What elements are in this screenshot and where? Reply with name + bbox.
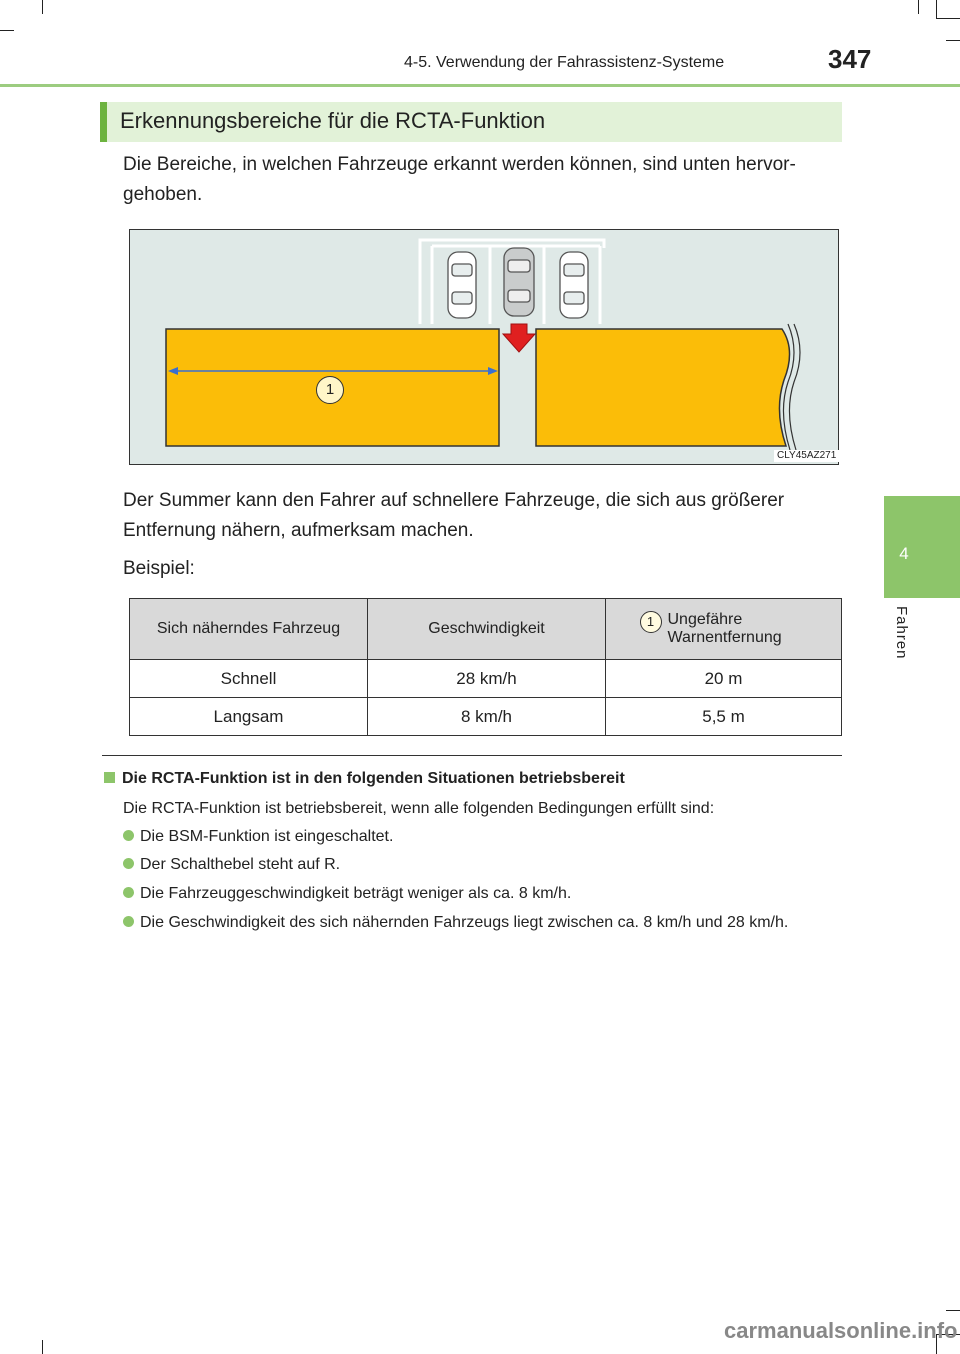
condition-text: Der Schalthebel steht auf R. xyxy=(140,856,341,873)
cell-speed: 28 km/h xyxy=(368,660,606,698)
bullet-dot-icon xyxy=(123,858,134,869)
section-header: 4-5. Verwendung der Fahrassistenz-Systeme xyxy=(404,54,725,71)
bullet-dot-icon xyxy=(123,830,134,841)
condition-item xyxy=(123,828,393,846)
bullet-dot-icon xyxy=(123,887,134,898)
table-header-row xyxy=(130,599,842,660)
condition-item xyxy=(123,914,788,932)
example-label: Beispiel: xyxy=(123,558,195,579)
col-header-distance xyxy=(606,599,842,660)
detection-area-illustration xyxy=(129,229,839,465)
condition-text: Die Geschwindigkeit des sich nähernden Fahrzeugs liegt zwischen ca. 8 km/h und 28 km/h. xyxy=(140,914,789,931)
cell-distance: 5,5 m xyxy=(606,698,842,736)
cell-distance: 20 m xyxy=(606,660,842,698)
col-header-speed: Geschwindigkeit xyxy=(368,599,606,660)
table-row xyxy=(130,698,842,736)
heading-accent xyxy=(100,102,107,142)
speed-distance-table xyxy=(129,598,842,736)
callout-1-badge: 1 xyxy=(316,376,344,404)
cell-speed: 8 km/h xyxy=(368,698,606,736)
table-row xyxy=(130,660,842,698)
conditions-intro: Die RCTA-Funktion ist betriebsbereit, wenn alle folgenden Bedingungen erfüllt sind: xyxy=(123,800,715,817)
condition-item xyxy=(123,856,340,874)
callout-1-badge-small: 1 xyxy=(640,611,662,633)
col-header-distance-label: Ungefähre Warnentfernung xyxy=(667,611,782,646)
section-divider xyxy=(102,755,842,756)
square-bullet-icon xyxy=(104,772,115,783)
page-number: 347 xyxy=(828,44,872,74)
col-header-vehicle: Sich näherndes Fahrzeug xyxy=(130,599,368,660)
buzzer-paragraph: Der Summer kann den Fahrer auf schnellere Fahrzeuge, die sich aus größerer Entfernung nähern, aufmerksam machen. xyxy=(123,490,785,541)
bullet-dot-icon xyxy=(123,916,134,927)
chapter-number: 4 xyxy=(899,544,909,563)
condition-text: Die BSM-Funktion ist eingeschaltet. xyxy=(140,828,394,845)
header-rule xyxy=(0,84,960,87)
section-heading: Erkennungsbereiche für die RCTA-Funktion xyxy=(120,108,546,133)
condition-item xyxy=(123,885,571,903)
cell-vehicle: Schnell xyxy=(130,660,368,698)
intro-paragraph: Die Bereiche, in welchen Fahrzeuge erkannt werden können, sind unten hervor-gehoben. xyxy=(123,154,796,205)
watermark: carmanualsonline.info xyxy=(724,1318,958,1343)
conditions-title xyxy=(104,770,625,788)
conditions-title-text: Die RCTA-Funktion ist in den folgenden Situationen betriebsbereit xyxy=(122,770,625,787)
condition-text: Die Fahrzeuggeschwindigkeit beträgt weniger als ca. 8 km/h. xyxy=(140,885,572,902)
cell-vehicle: Langsam xyxy=(130,698,368,736)
figure-code: CLY45AZ271 xyxy=(774,450,839,462)
chapter-label: Fahren xyxy=(893,606,910,660)
